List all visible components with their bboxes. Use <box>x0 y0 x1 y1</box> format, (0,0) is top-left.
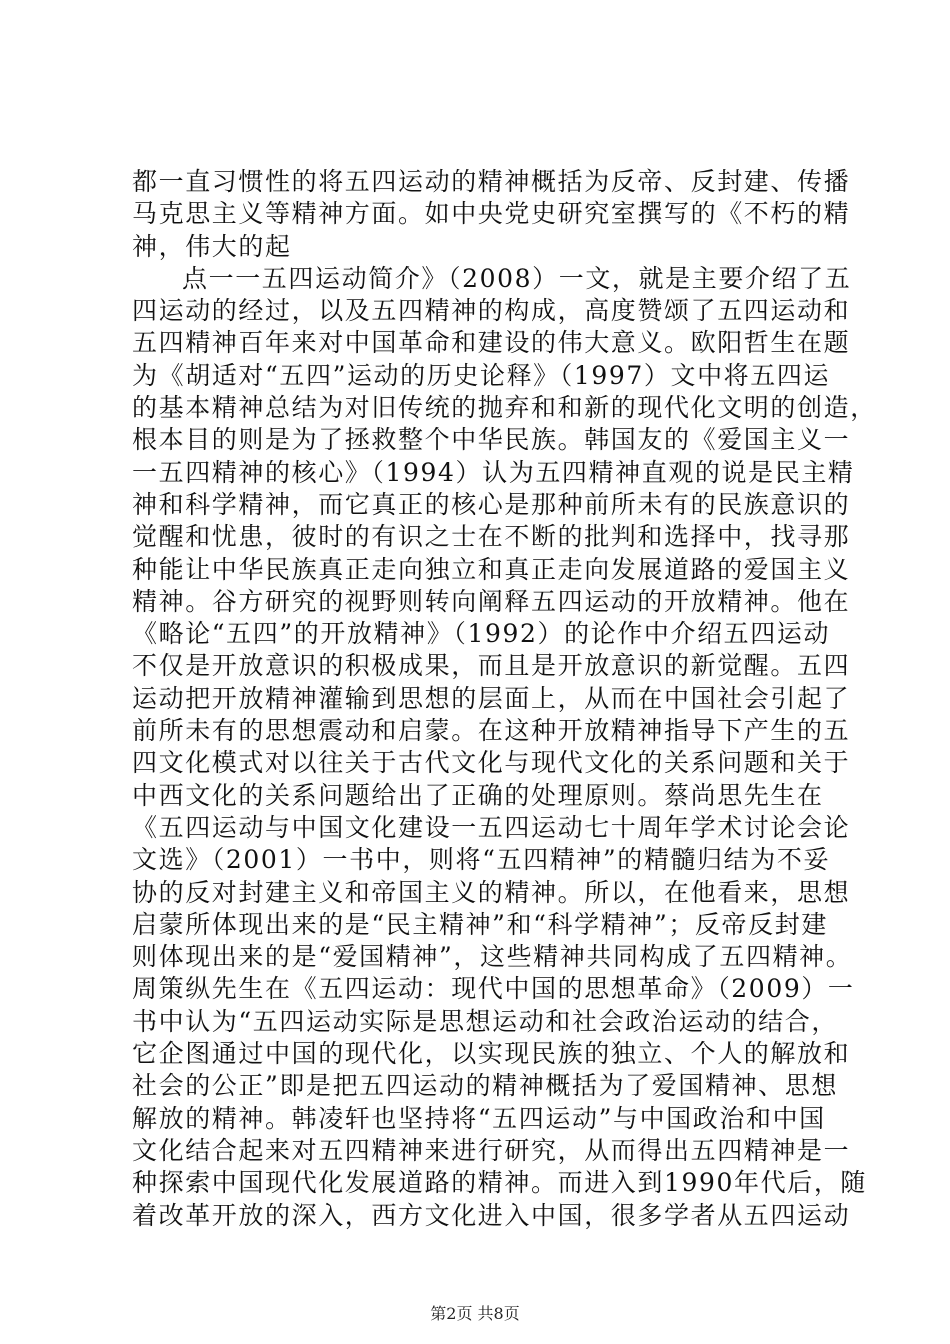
text-line: 《五四运动与中国文化建设一五四运动七十周年学术讨论会论 <box>132 812 851 842</box>
text-line: 为《胡适对“五四”运动的历史论释》（1997）文中将五四运 <box>132 360 831 390</box>
text-line: 神和科学精神，而它真正的核心是那种前所未有的民族意识的 <box>132 489 851 519</box>
text-line: 社会的公正”即是把五四运动的精神概括为了爱国精神、思想 <box>132 1071 838 1101</box>
body-text <box>132 166 877 1232</box>
text-line: 着改革开放的深入，西方文化进入中国，很多学者从五四运动 <box>132 1200 851 1230</box>
text-line: 启蒙所体现出来的是“民主精神”和“科学精神”；反帝反封建 <box>132 909 828 939</box>
text-line: 神，伟大的起 <box>132 231 292 261</box>
text-line: 一五四精神的核心》（1994）认为五四精神直观的说是民主精 <box>132 457 855 487</box>
text-line: 都一直习惯性的将五四运动的精神概括为反帝、反封建、传播 <box>132 167 851 196</box>
text-line: 根本目的则是为了拯救整个中华民族。韩国友的《爱国主义一 <box>132 425 851 455</box>
text-line: 协的反对封建主义和帝国主义的精神。所以，在他看来，思想 <box>132 877 851 907</box>
text-line: 马克思主义等精神方面。如中央党史研究室撰写的《不朽的精 <box>132 199 851 229</box>
text-line: 的基本精神总结为对旧传统的抛弃和和新的现代化文明的创造， <box>132 393 877 423</box>
text-line: 它企图通过中国的现代化，以实现民族的独立、个人的解放和 <box>132 1039 851 1069</box>
text-line: 五四精神百年来对中国革命和建设的伟大意义。欧阳哲生在题 <box>132 328 851 358</box>
text-line: 则体现出来的是“爱国精神”，这些精神共同构成了五四精神。 <box>132 942 853 972</box>
page-footer: 第2页 共8页 <box>430 1304 520 1323</box>
text-line: 四运动的经过，以及五四精神的构成，高度赞颂了五四运动和 <box>132 296 851 326</box>
text-line: 《略论“五四”的开放精神》（1992）的论作中介绍五四运动 <box>132 619 831 649</box>
text-line: 文选》（2001）一书中，则将“五四精神”的精髓归结为不妥 <box>132 845 831 875</box>
text-line: 四文化模式对以往关于古代文化与现代文化的关系问题和关于 <box>132 748 851 778</box>
text-line: 中西文化的关系问题给出了正确的处理原则。蔡尚思先生在 <box>132 780 824 810</box>
text-line: 觉醒和忧患，彼时的有识之士在不断的批判和选择中，找寻那 <box>132 522 851 552</box>
text-line: 前所未有的思想震动和启蒙。在这种开放精神指导下产生的五 <box>132 716 851 746</box>
text-line: 不仅是开放意识的积极成果，而且是开放意识的新觉醒。五四 <box>132 651 851 681</box>
text-line: 书中认为“五四运动实际是思想运动和社会政治运动的结合， <box>132 1006 838 1036</box>
text-line: 解放的精神。韩凌轩也坚持将“五四运动”与中国政治和中国 <box>132 1103 826 1133</box>
text-line: 文化结合起来对五四精神来进行研究，从而得出五四精神是一 <box>132 1135 851 1165</box>
text-line: 种探索中国现代化发展道路的精神。而进入到1990年代后，随 <box>132 1168 868 1198</box>
text-line: 点一一五四运动简介》（2008）一文，就是主要介绍了五 <box>182 263 852 293</box>
text-line: 精神。谷方研究的视野则转向阐释五四运动的开放精神。他在 <box>132 586 851 616</box>
text-line: 运动把开放精神灌输到思想的层面上，从而在中国社会引起了 <box>132 683 851 713</box>
text-line: 周策纵先生在《五四运动：现代中国的思想革命》（2009）一 <box>132 974 855 1004</box>
text-line: 种能让中华民族真正走向独立和真正走向发展道路的爱国主义 <box>132 554 851 584</box>
